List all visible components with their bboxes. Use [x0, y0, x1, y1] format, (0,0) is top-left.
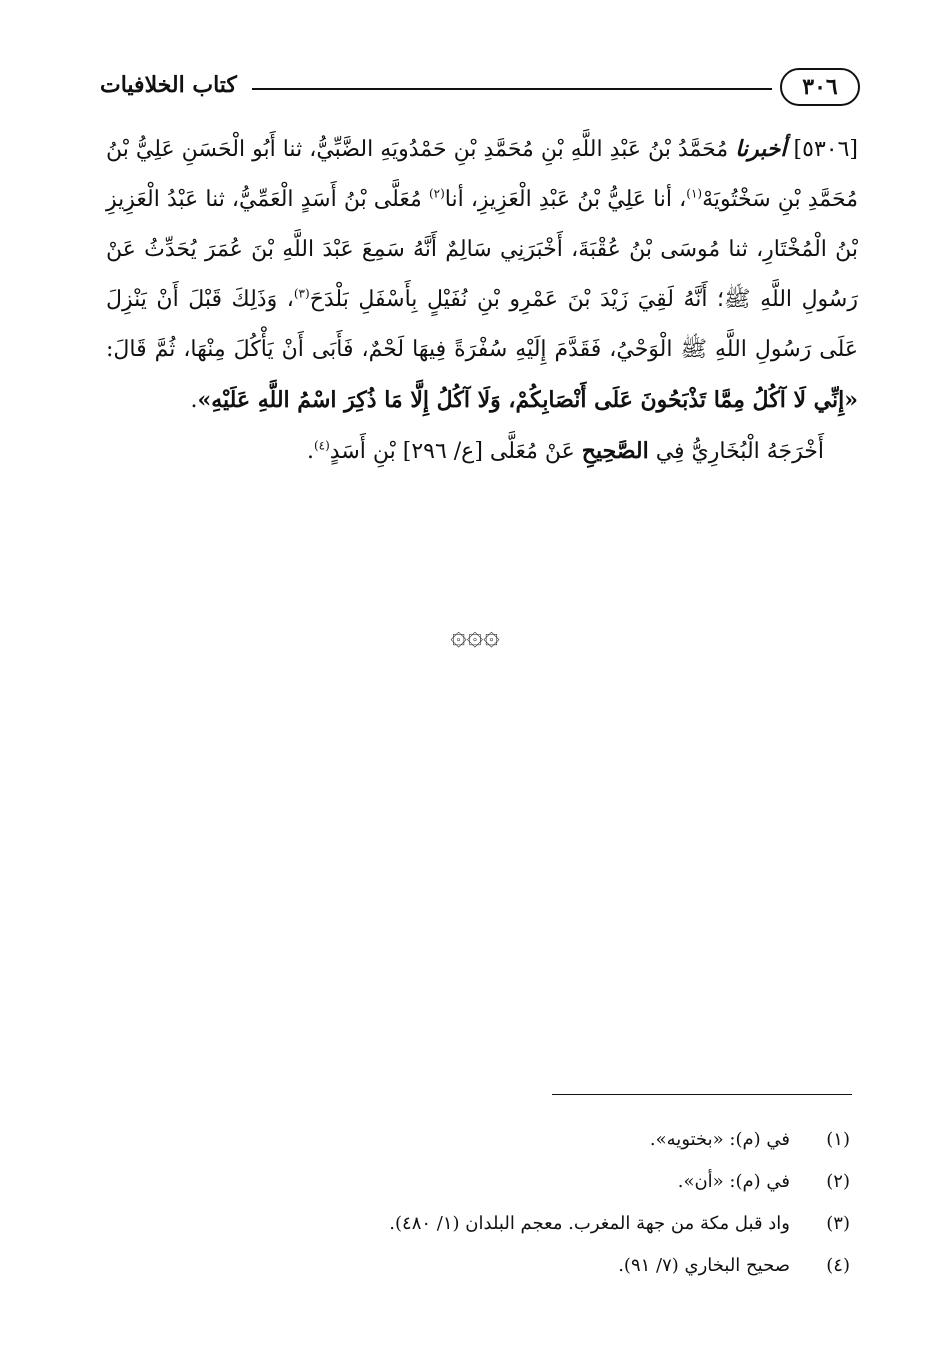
footnote-number: (٣) — [826, 1212, 850, 1234]
matn-end: . — [190, 388, 198, 413]
footnote-item — [106, 1118, 850, 1160]
takhrij-text-1: أَخْرَجَهُ الْبُخَارِيُّ فِي — [648, 439, 824, 464]
book-title: كتاب الخلافيات — [100, 72, 237, 98]
entry-number: [٥٣٠٦] — [793, 137, 858, 162]
footnotes — [106, 1118, 850, 1286]
footnote-item — [106, 1160, 850, 1202]
matn-text: ، وَذَلِكَ قَبْلَ أَنْ يَنْزِلَ عَلَى رَسُولِ اللَّهِ ﷺ الْوَحْيُ، فَقَدَّمَ إِلَيْهِ سُفْرَةً فِيهَا لَحْمٌ، فَأَبَى أَنْ يَأْكُلَ مِنْهَا، ثُمَّ قَالَ: — [106, 287, 858, 362]
footnote-text: في (م): «أن». — [677, 1170, 790, 1192]
footnote-marker-2[interactable]: (٢) — [428, 186, 445, 201]
isnad-text-1: مُحَمَّدُ بْنُ عَبْدِ اللَّهِ بْنِ مُحَمَّدِ بْنِ حَمْدُويَهِ الضَّبِّيُّ، ثنا أَبُو الْحَسَنِ عَلِيُّ بْنُ مُحَمَّدِ بْنِ سَخْتُويَهْ — [106, 137, 858, 212]
prophetic-quote: «إِنِّي لَا آكُلُ مِمَّا تَذْبَحُونَ عَلَى أَنْصَابِكُمْ، وَلَا آكُلُ إِلَّا مَا ذُكِرَ اسْمُ اللَّهِ عَلَيْهِ» — [197, 387, 858, 413]
takhrij-sahih: الصَّحِيحِ — [581, 438, 649, 464]
page-number: ٣٠٦ — [780, 68, 860, 106]
akhbarana-word: أخبرنا — [735, 136, 787, 162]
footnote-number: (١) — [826, 1128, 850, 1150]
footnote-rule — [552, 1094, 852, 1095]
footnote-marker-1[interactable]: (١) — [686, 186, 703, 201]
footnote-text: واد قبل مكة من جهة المغرب. معجم البلدان (١/ ٤٨٠). — [389, 1212, 790, 1234]
footnote-number: (٢) — [826, 1170, 850, 1192]
footnote-item — [106, 1202, 850, 1244]
page-header — [100, 68, 860, 108]
takhrij-end: . — [306, 439, 314, 464]
takhrij-text-2: عَنْ مُعَلَّى [ع/ ٢٩٦] بْنِ أَسَدٍ — [329, 439, 582, 464]
isnad-text-2: ، أنا عَلِيُّ بْنُ عَبْدِ الْعَزِيزِ، أنا — [444, 187, 687, 212]
section-ornament: ۞۞۞ — [450, 618, 500, 651]
footnote-number: (٤) — [826, 1254, 850, 1276]
isnad-text-3: مُعَلَّى بْنُ أَسَدٍ الْعَمِّيُّ، ثنا عَبْدُ الْعَزِيزِ بْنُ الْمُخْتَارِ، ثنا مُوسَى بْنُ عُقْبَةَ، أَخْبَرَنِي سَالِمٌ أَنَّهُ سَمِعَ عَبْدَ اللَّهِ بْنَ عُمَرَ يُحَدِّثُ عَنْ رَسُولِ اللَّهِ ﷺ؛ أَنَّهُ لَقِيَ زَيْدَ بْنَ عَمْرِو بْنِ نُفَيْلٍ بِأَسْفَلِ بَلْدَحَ — [106, 187, 858, 312]
footnote-text: صحيح البخاري (٧/ ٩١). — [618, 1254, 790, 1276]
footnote-item — [106, 1244, 850, 1286]
hadith-entry — [106, 124, 858, 477]
footnote-text: في (م): «بختويه». — [649, 1128, 790, 1150]
footnote-marker-4[interactable]: (٤) — [313, 438, 330, 453]
footnote-marker-3[interactable]: (٣) — [293, 286, 310, 301]
takhrij-line — [106, 426, 858, 477]
header-rule — [252, 88, 772, 90]
